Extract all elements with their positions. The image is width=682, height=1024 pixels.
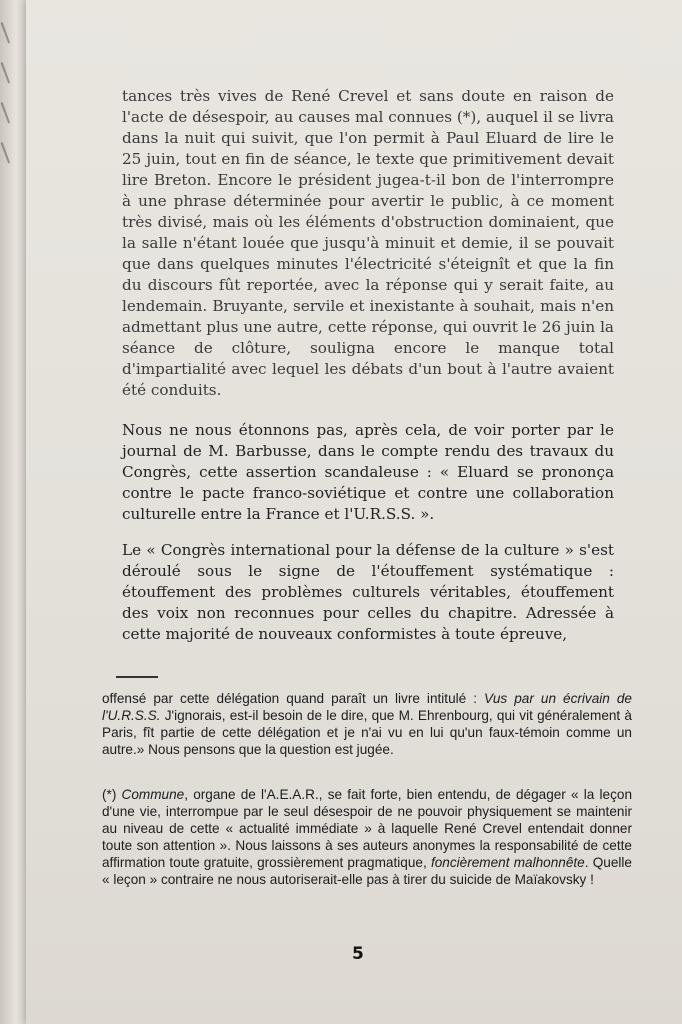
book-page — [26, 0, 682, 1024]
footnote-separator — [116, 676, 158, 678]
paragraph-text: tances très vives de René Crevel et sans doute en raison de l'acte de désespoir, au causes mal connues (*), auquel il se livra dans la nuit qui suivit, que l'on permit à Paul Eluard de lire le 25 juin, tout en fin de séance, le texte que primitivement devait lire Breton. Encore le président jugea-t-il bon de l'interrompre à une phrase déterminée pour avertir le public, à ce moment très divisé, mais où les éléments d'obstruction dominaient, que la salle n'étant louée que jusqu'à minuit et demie, il se pouvait que dans quelques minutes l'électricité s'éteignît et que la fin du discours fût reportée, avec la réponse qui y serait faite, au lendemain. Bruyante, servile et inexistante à souhait, mais n'en admettant plus une autre, cette réponse, qui ouvrit le 26 juin la séance de clôture, souligna encore le manque total d'impartialité avec lequel les débats d'un bout à l'autre avaient été conduits. — [122, 87, 614, 399]
footnote-continuation — [102, 690, 632, 758]
body-paragraph-3 — [122, 540, 614, 645]
body-paragraph-2 — [122, 420, 614, 525]
facing-page-print-mark — [1, 19, 20, 44]
body-paragraph-1 — [122, 86, 614, 401]
footnote-text: J'ignorais, est-il besoin de le dire, que M. Ehrenbourg, qui vit généralement à Paris, fît partie de cette délégation et je n'ai vu en lui qu'un faux-témoin comme un autre.» Nous pensons que la question est jugée. — [102, 708, 632, 757]
footnote-journal-name: Commune — [121, 787, 185, 802]
facing-page-print-mark — [1, 99, 20, 124]
footnote-emphasis: foncièrement malhonnête — [430, 855, 585, 870]
page-number: 5 — [352, 944, 364, 964]
footnote-book-title: Vus par un écrivain de l'U.R.S.S. — [102, 691, 632, 723]
facing-page-print-mark — [1, 59, 20, 84]
footnote-marker: (*) — [102, 787, 122, 802]
footnote-text: offensé par cette délégation quand paraît un livre intitulé : — [102, 691, 485, 706]
paragraph-text: Nous ne nous étonnons pas, après cela, de voir porter par le journal de M. Barbusse, dans le compte rendu des travaux du Congrès, cette assertion scandaleuse : « Eluard se prononça contre le pacte franco-soviétique et contre une collaboration culturelle entre la France et l'U.R.S.S. ». — [122, 421, 614, 523]
footnote-text: . Quelle « leçon » contraire ne nous autoriserait-elle pas à tirer du suicide de Maïakovsky ! — [102, 855, 632, 887]
footnote-text: , organe de l'A.E.A.R., se fait forte, bien entendu, de dégager « la leçon d'une vie, interrompue par le seul désespoir de ne pouvoir physiquement se maintenir au niveau de cette « actualité immédiate » à laquelle René Crevel entendait donner toute son attention ». Nous laissons à ses auteurs anonymes la responsabilité de cette affirmation toute gratuite, grossièrement pragmatique, — [102, 787, 633, 870]
footnote-asterisk — [102, 786, 632, 888]
facing-page-print-mark — [1, 139, 20, 164]
paragraph-text: Le « Congrès international pour la défense de la culture » s'est déroulé sous le signe de l'étouffement systématique : étouffement des problèmes culturels véritables, étouffement des voix non reconnues pour celles du chapitre. Adressée à cette majorité de nouveaux conformistes à toute épreuve, — [122, 541, 614, 643]
